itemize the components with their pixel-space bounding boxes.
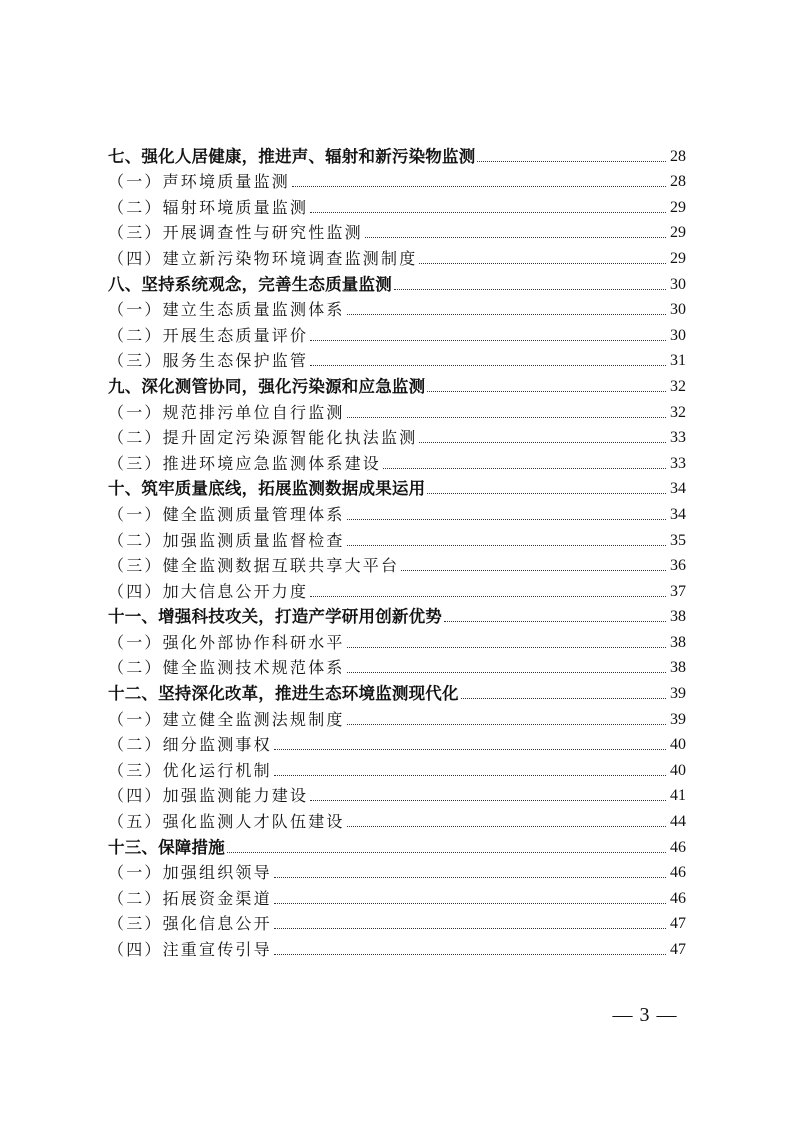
toc-section-entry bbox=[108, 628, 686, 654]
dot-leader bbox=[347, 672, 666, 673]
toc-entry-title: （一）声环境质量监测 bbox=[108, 172, 291, 192]
toc-entry-page: 46 bbox=[670, 889, 686, 907]
toc-entry-title: （三）开展调查性与研究性监测 bbox=[108, 223, 363, 243]
toc-entry-page: 31 bbox=[670, 352, 686, 370]
toc-entry-title: （五）强化监测人才队伍建设 bbox=[108, 812, 345, 832]
toc-section-entry bbox=[108, 577, 686, 603]
toc-section-entry bbox=[108, 219, 686, 245]
toc-section-entry bbox=[108, 552, 686, 578]
table-of-contents bbox=[108, 142, 686, 961]
toc-entry-title: 十二、坚持深化改革，推进生态环境监测现代化 bbox=[108, 684, 459, 704]
toc-section-entry bbox=[108, 731, 686, 757]
dot-leader bbox=[394, 289, 666, 290]
toc-section-entry bbox=[108, 935, 686, 961]
toc-entry-title: （二）细分监测事权 bbox=[108, 735, 272, 755]
toc-section-entry bbox=[108, 859, 686, 885]
toc-entry-page: 47 bbox=[670, 915, 686, 933]
toc-entry-title: （二）健全监测技术规范体系 bbox=[108, 658, 345, 678]
dot-leader bbox=[347, 724, 666, 725]
toc-entry-page: 38 bbox=[670, 659, 686, 677]
toc-entry-title: 十一、增强科技攻关，打造产学研用创新优势 bbox=[108, 607, 442, 627]
toc-entry-title: （四）加大信息公开力度 bbox=[108, 581, 309, 601]
dot-leader bbox=[461, 698, 666, 699]
toc-entry-title: 十、筑牢质量底线，拓展监测数据成果运用 bbox=[108, 479, 426, 499]
toc-section-entry bbox=[108, 347, 686, 373]
dot-leader bbox=[347, 417, 666, 418]
toc-entry-title: （二）拓展资金渠道 bbox=[108, 888, 272, 908]
toc-section-entry bbox=[108, 424, 686, 450]
toc-entry-page: 38 bbox=[670, 608, 686, 626]
page-number: — 3 — bbox=[612, 1004, 678, 1026]
toc-section-entry bbox=[108, 449, 686, 475]
toc-entry-title: （一）建立健全监测法规制度 bbox=[108, 709, 345, 729]
toc-section-entry bbox=[108, 807, 686, 833]
toc-entry-title: （三）健全监测数据互联共享大平台 bbox=[108, 556, 400, 576]
toc-entry-page: 34 bbox=[670, 505, 686, 523]
dot-leader bbox=[419, 442, 666, 443]
dot-leader bbox=[310, 340, 666, 341]
toc-entry-page: 46 bbox=[670, 838, 686, 856]
dot-leader bbox=[274, 954, 666, 955]
toc-entry-title: （二）加强监测质量监督检查 bbox=[108, 530, 345, 550]
dot-leader bbox=[274, 903, 666, 904]
toc-entry-page: 37 bbox=[670, 582, 686, 600]
toc-section-entry bbox=[108, 782, 686, 808]
toc-entry-title: （一）建立生态质量监测体系 bbox=[108, 300, 345, 320]
toc-chapter-entry bbox=[108, 372, 686, 398]
toc-entry-page: 35 bbox=[670, 531, 686, 549]
dot-leader bbox=[477, 161, 666, 162]
toc-chapter-entry bbox=[108, 142, 686, 168]
toc-entry-title: （三）推进环境应急监测体系建设 bbox=[108, 453, 382, 473]
toc-entry-title: （四）建立新污染物环境调查监测制度 bbox=[108, 248, 418, 268]
dot-leader bbox=[419, 263, 666, 264]
toc-entry-page: 28 bbox=[670, 173, 686, 191]
toc-entry-page: 44 bbox=[670, 813, 686, 831]
toc-entry-title: 九、深化测管协同，强化污染源和应急监测 bbox=[108, 376, 426, 396]
toc-entry-title: （二）辐射环境质量监测 bbox=[108, 197, 309, 217]
dot-leader bbox=[274, 877, 666, 878]
toc-entry-page: 39 bbox=[670, 685, 686, 703]
dot-leader bbox=[401, 570, 666, 571]
dot-leader bbox=[310, 800, 666, 801]
toc-entry-page: 28 bbox=[670, 147, 686, 165]
toc-entry-title: （四）注重宣传引导 bbox=[108, 940, 272, 959]
toc-chapter-entry bbox=[108, 270, 686, 296]
toc-chapter-entry bbox=[108, 833, 686, 859]
toc-section-entry bbox=[108, 910, 686, 936]
dot-leader bbox=[274, 928, 666, 929]
dot-leader bbox=[365, 237, 666, 238]
toc-entry-page: 33 bbox=[670, 429, 686, 447]
toc-chapter-entry bbox=[108, 603, 686, 629]
toc-section-entry bbox=[108, 193, 686, 219]
toc-section-entry bbox=[108, 705, 686, 731]
dot-leader bbox=[274, 749, 666, 750]
toc-entry-page: 36 bbox=[670, 557, 686, 575]
toc-section-entry bbox=[108, 398, 686, 424]
dot-leader bbox=[310, 365, 666, 366]
dot-leader bbox=[227, 852, 666, 853]
toc-entry-page: 33 bbox=[670, 454, 686, 472]
toc-entry-page: 38 bbox=[670, 633, 686, 651]
toc-entry-page: 39 bbox=[670, 710, 686, 728]
toc-entry-title: 八、坚持系统观念，完善生态质量监测 bbox=[108, 274, 392, 294]
toc-entry-page: 30 bbox=[670, 301, 686, 319]
dot-leader bbox=[274, 775, 666, 776]
toc-entry-page: 29 bbox=[670, 249, 686, 267]
dot-leader bbox=[427, 391, 666, 392]
toc-entry-page: 30 bbox=[670, 275, 686, 293]
dot-leader bbox=[310, 212, 666, 213]
dot-leader bbox=[347, 826, 666, 827]
toc-section-entry bbox=[108, 244, 686, 270]
toc-entry-page: 32 bbox=[670, 377, 686, 395]
toc-entry-title: （一）健全监测质量管理体系 bbox=[108, 504, 345, 524]
toc-entry-title: （三）服务生态保护监管 bbox=[108, 351, 309, 371]
dot-leader bbox=[347, 647, 666, 648]
toc-section-entry bbox=[108, 884, 686, 910]
toc-entry-page: 40 bbox=[670, 736, 686, 754]
toc-entry-page: 47 bbox=[670, 941, 686, 958]
toc-chapter-entry bbox=[108, 679, 686, 705]
dot-leader bbox=[444, 621, 666, 622]
toc-entry-page: 34 bbox=[670, 480, 686, 498]
toc-entry-page: 29 bbox=[670, 224, 686, 242]
toc-section-entry bbox=[108, 168, 686, 194]
toc-entry-title: 十三、保障措施 bbox=[108, 837, 225, 857]
dot-leader bbox=[383, 468, 666, 469]
toc-entry-title: （一）加强组织领导 bbox=[108, 863, 272, 883]
toc-entry-page: 30 bbox=[670, 326, 686, 344]
toc-section-entry bbox=[108, 756, 686, 782]
toc-section-entry bbox=[108, 500, 686, 526]
toc-entry-page: 40 bbox=[670, 761, 686, 779]
toc-entry-title: （三）强化信息公开 bbox=[108, 914, 272, 934]
toc-entry-title: （四）加强监测能力建设 bbox=[108, 786, 309, 806]
toc-entry-title: （一）规范排污单位自行监测 bbox=[108, 402, 345, 422]
toc-section-entry bbox=[108, 296, 686, 322]
dot-leader bbox=[292, 186, 666, 187]
toc-section-entry bbox=[108, 526, 686, 552]
dot-leader bbox=[427, 493, 666, 494]
dot-leader bbox=[347, 314, 666, 315]
toc-entry-page: 46 bbox=[670, 864, 686, 882]
dot-leader bbox=[347, 545, 666, 546]
toc-entry-title: （二）提升固定污染源智能化执法监测 bbox=[108, 428, 418, 448]
toc-entry-title: （一）强化外部协作科研水平 bbox=[108, 632, 345, 652]
dot-leader bbox=[347, 519, 666, 520]
toc-entry-title: 七、强化人居健康，推进声、辐射和新污染物监测 bbox=[108, 146, 476, 166]
toc-entry-page: 41 bbox=[670, 787, 686, 805]
toc-chapter-entry bbox=[108, 475, 686, 501]
toc-entry-title: （二）开展生态质量评价 bbox=[108, 325, 309, 345]
toc-section-entry bbox=[108, 654, 686, 680]
toc-entry-title: （三）优化运行机制 bbox=[108, 760, 272, 780]
toc-entry-page: 32 bbox=[670, 403, 686, 421]
toc-entry-page: 29 bbox=[670, 198, 686, 216]
toc-section-entry bbox=[108, 321, 686, 347]
dot-leader bbox=[310, 596, 666, 597]
